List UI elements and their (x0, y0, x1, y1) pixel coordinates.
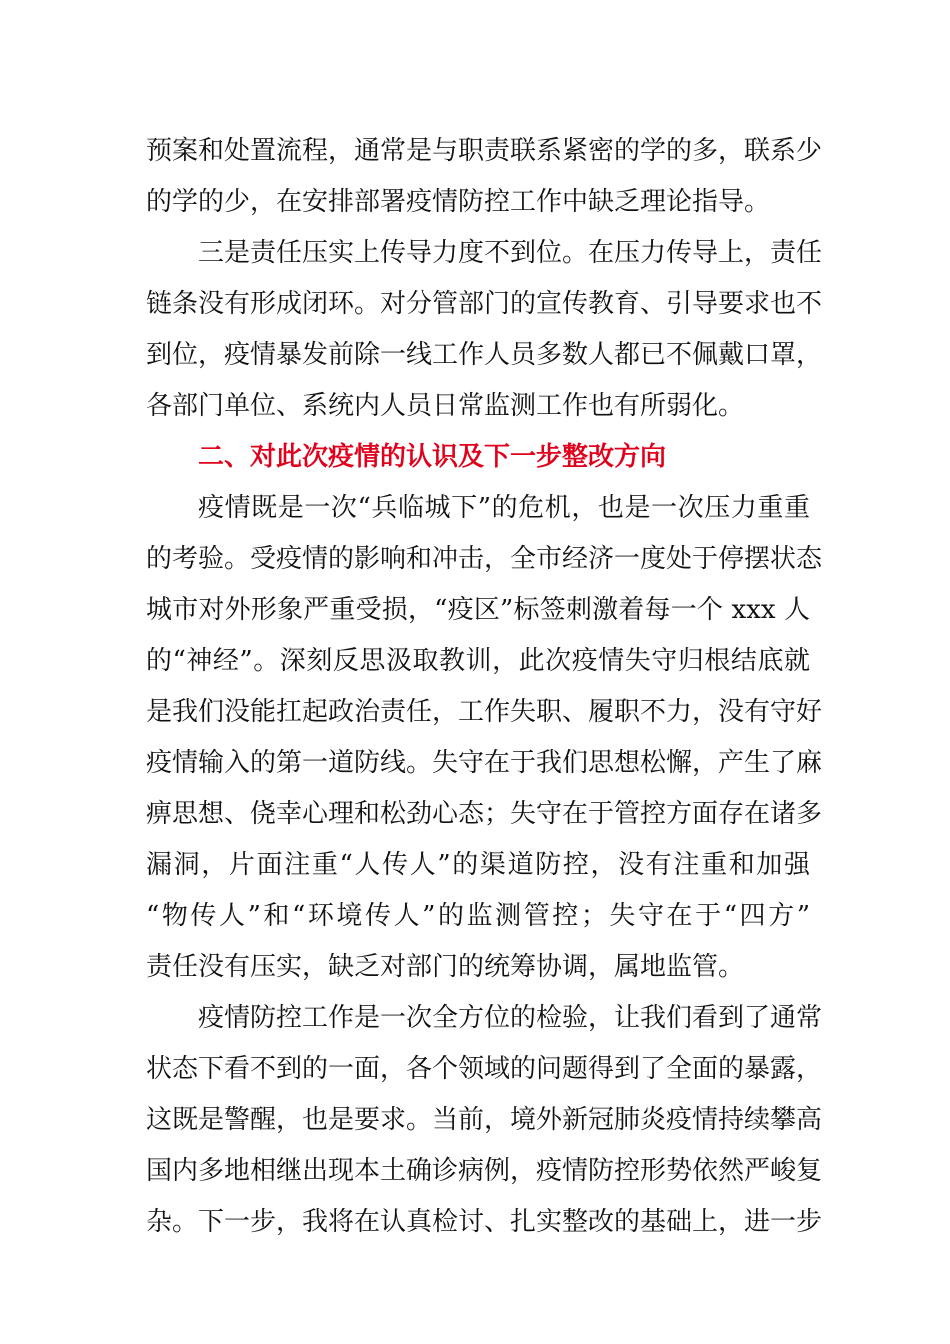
text-line: 链条没有形成闭环。对分管部门的宣传教育、引导要求也不 (146, 289, 823, 319)
paragraph-2 (146, 228, 823, 432)
text-line: 这既是警醒，也是要求。当前，境外新冠肺炎疫情持续攀高 (146, 1105, 823, 1135)
text-line: 疫情防控工作是一次全方位的检验，让我们看到了通常 (198, 1003, 823, 1033)
text-line: “物传人”和“环境传人”的监测管控；失守在于“四方” (146, 901, 810, 931)
text-line: 疫情既是一次“兵临城下”的危机，也是一次压力重重 (198, 493, 810, 523)
text-line: 城市对外形象严重受损，“疫区”标签刺激着每一个 xxx 人 (146, 595, 810, 625)
document-body (146, 126, 823, 1248)
text-line: 漏洞，片面注重“人传人”的渠道防控，没有注重和加强 (146, 850, 810, 880)
paragraph-4 (146, 993, 823, 1248)
text-line: 杂。下一步，我将在认真检讨、扎实整改的基础上，进一步 (146, 1207, 823, 1237)
text-line: 的学的少，在安排部署疫情防控工作中缺乏理论指导。 (146, 187, 771, 217)
text-line: 责任没有压实，缺乏对部门的统筹协调，属地监管。 (146, 952, 745, 982)
text-line: 的考验。受疫情的影响和冲击，全市经济一度处于停摆状态 (146, 544, 823, 574)
text-line: 国内多地相继出现本土确诊病例，疫情防控形势依然严峻复 (146, 1156, 823, 1186)
text-line: 疫情输入的第一道防线。失守在于我们思想松懈，产生了麻 (146, 748, 823, 778)
section-heading: 二、对此次疫情的认识及下一步整改方向 (198, 442, 667, 472)
text-line: 是我们没能扛起政治责任，工作失职、履职不力，没有守好 (146, 697, 823, 727)
text-line: 三是责任压实上传导力度不到位。在压力传导上，责任 (198, 238, 823, 268)
paragraph-1 (146, 126, 823, 228)
text-line: 预案和处置流程，通常是与职责联系紧密的学的多，联系少 (146, 136, 823, 166)
text-line: 痹思想、侥幸心理和松劲心态；失守在于管控方面存在诸多 (146, 799, 823, 829)
text-line: 的“神经”。深刻反思汲取教训，此次疫情失守归根结底就 (146, 646, 810, 676)
text-line: 状态下看不到的一面，各个领域的问题得到了全面的暴露， (146, 1054, 823, 1084)
paragraph-3 (146, 483, 823, 993)
text-line: 各部门单位、系统内人员日常监测工作也有所弱化。 (146, 391, 745, 421)
text-line: 到位，疫情暴发前除一线工作人员多数人都已不佩戴口罩， (146, 340, 823, 370)
